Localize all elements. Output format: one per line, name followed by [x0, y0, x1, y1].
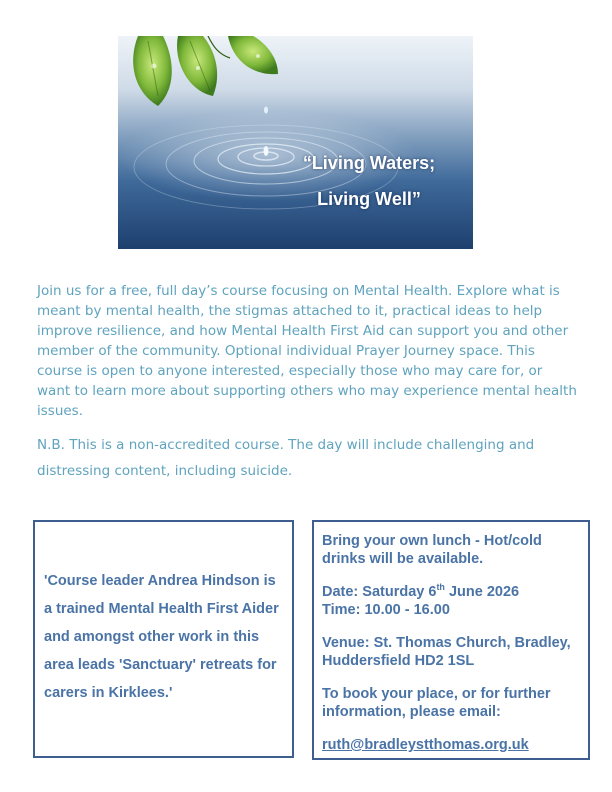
disclaimer-note: N.B. This is a non-accredited course. The day will include challenging and distressing content, including suicide. — [37, 437, 535, 479]
date-suffix: th — [436, 582, 445, 593]
course-leader-box — [33, 520, 294, 758]
hero-title-line1: “Living Waters; — [302, 153, 436, 173]
date-label: Date: Saturday 6 — [322, 584, 437, 600]
water-leaves-illustration — [118, 36, 473, 249]
hero-title-line2: Living Well” — [317, 189, 421, 209]
venue-info: Venue: St. Thomas Church, Bradley, Huddersfield HD2 1SL — [322, 635, 571, 669]
lunch-info: Bring your own lunch - Hot/cold drinks will be available. — [322, 533, 542, 567]
course-leader-text: 'Course leader Andrea Hindson is a trained Mental Health First Aider and amongst other work in this area leads 'Sanctuary' retreats for carers in Kirklees.' — [44, 573, 279, 701]
email-link[interactable]: ruth@bradleystthomas.org.uk — [322, 737, 529, 753]
date-rest: June 2026 — [444, 584, 520, 600]
booking-info: To book your place, or for further information, please email: — [322, 686, 551, 720]
hero-title — [279, 145, 459, 217]
event-info-box — [312, 520, 590, 760]
time-label: Time: 10.00 - 16.00 — [322, 602, 450, 618]
hero-image — [118, 36, 473, 249]
intro-paragraph: Join us for a free, full day’s course focusing on Mental Health. Explore what is meant by mental health, the stigmas attached to it, practical ideas to help improve resilience, and how Mental Health First Aid can support you and other member of the community. Optional individual Prayer Journey space. This course is open to anyone interested, especially those who may care for, or want to learn more about supporting others who may experience mental health issues. — [37, 283, 577, 419]
leaves-icon — [133, 36, 278, 106]
date-time-info — [322, 583, 582, 619]
